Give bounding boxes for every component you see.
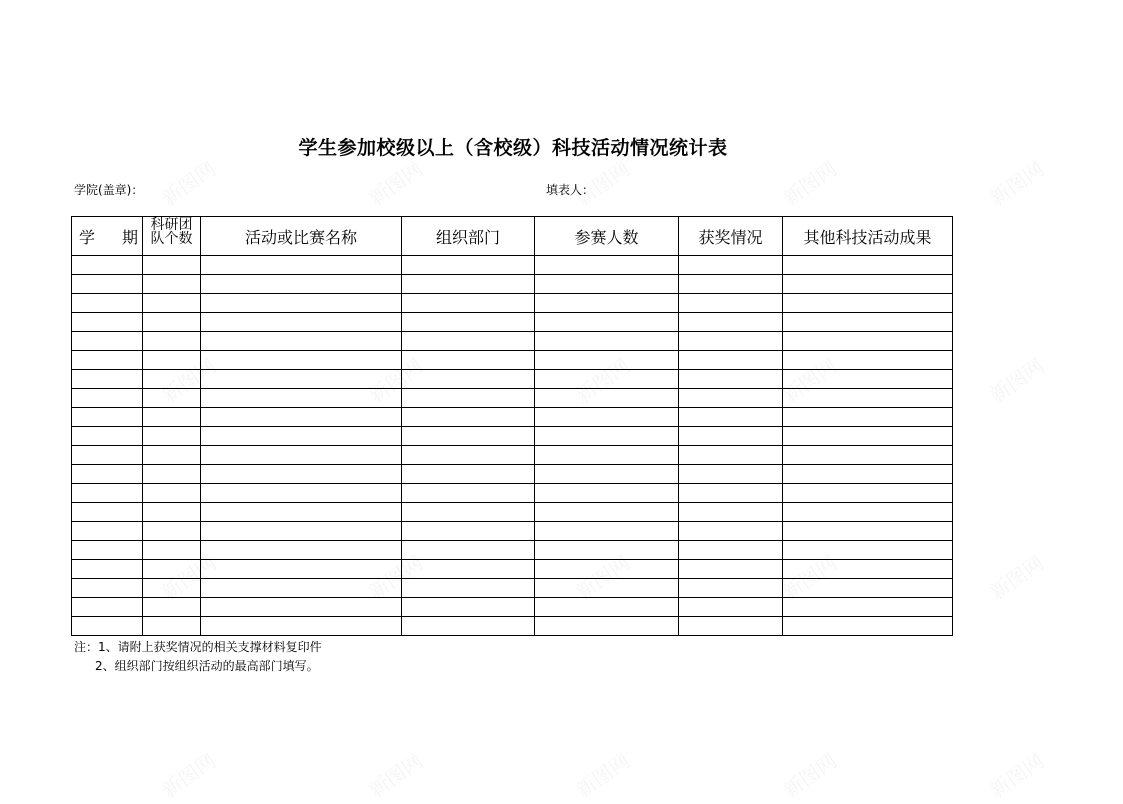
table-cell[interactable]	[201, 522, 402, 541]
table-cell[interactable]	[72, 275, 143, 294]
table-cell[interactable]	[143, 598, 201, 617]
watermark	[569, 745, 635, 803]
table-row	[72, 503, 953, 522]
table-cell[interactable]	[143, 389, 201, 408]
table-cell[interactable]	[679, 579, 783, 598]
table-cell[interactable]	[535, 579, 679, 598]
table-cell[interactable]	[783, 617, 953, 636]
table-cell[interactable]	[143, 256, 201, 275]
table-cell[interactable]	[201, 579, 402, 598]
table-cell[interactable]	[783, 275, 953, 294]
watermark	[983, 547, 1049, 605]
table-cell[interactable]	[143, 484, 201, 503]
table-cell[interactable]	[72, 408, 143, 427]
header-teams-line1: 科研团	[150, 217, 193, 233]
table-cell[interactable]	[201, 370, 402, 389]
table-row	[72, 313, 953, 332]
table-cell[interactable]	[402, 446, 535, 465]
table-cell[interactable]	[143, 522, 201, 541]
table-cell[interactable]	[72, 617, 143, 636]
note-line-1: 注：1、请附上获奖情况的相关支撑材料复印件	[74, 640, 322, 654]
table-cell[interactable]	[72, 465, 143, 484]
watermark	[983, 745, 1049, 803]
table-cell[interactable]	[535, 332, 679, 351]
table-cell[interactable]	[402, 617, 535, 636]
table-row	[72, 294, 953, 313]
statistics-table	[71, 216, 953, 636]
table-cell[interactable]	[201, 598, 402, 617]
table-cell[interactable]	[402, 370, 535, 389]
table-cell[interactable]	[679, 351, 783, 370]
table-cell[interactable]	[535, 503, 679, 522]
watermark	[983, 153, 1049, 211]
table-cell[interactable]	[535, 256, 679, 275]
table-cell[interactable]	[783, 465, 953, 484]
table-header-row	[72, 217, 953, 256]
table-cell[interactable]	[679, 617, 783, 636]
table-cell[interactable]	[72, 541, 143, 560]
table-cell[interactable]	[143, 503, 201, 522]
table-cell[interactable]	[201, 484, 402, 503]
header-activity-name: 活动或比赛名称	[201, 217, 402, 256]
header-teams-line2: 队个数	[150, 231, 193, 247]
table-cell[interactable]	[72, 351, 143, 370]
table-cell[interactable]	[402, 465, 535, 484]
table-cell[interactable]	[72, 332, 143, 351]
table-cell[interactable]	[402, 332, 535, 351]
table-cell[interactable]	[402, 351, 535, 370]
table-cell[interactable]	[783, 351, 953, 370]
table-cell[interactable]	[402, 579, 535, 598]
table-cell[interactable]	[535, 560, 679, 579]
table-cell[interactable]	[72, 522, 143, 541]
table-cell[interactable]	[679, 560, 783, 579]
header-term-part1: 学	[79, 227, 96, 247]
table-cell[interactable]	[143, 294, 201, 313]
table-cell[interactable]	[143, 351, 201, 370]
table-cell[interactable]	[201, 294, 402, 313]
table-row	[72, 541, 953, 560]
table-cell[interactable]	[402, 389, 535, 408]
table-cell[interactable]	[535, 370, 679, 389]
table-cell[interactable]	[201, 560, 402, 579]
page-title: 学生参加校级以上（含校级）科技活动情况统计表	[298, 137, 728, 159]
table-cell[interactable]	[783, 598, 953, 617]
table-cell[interactable]	[72, 598, 143, 617]
table-cell[interactable]	[679, 256, 783, 275]
table-cell[interactable]	[783, 503, 953, 522]
table-cell[interactable]	[143, 446, 201, 465]
table-cell[interactable]	[143, 617, 201, 636]
table-cell[interactable]	[72, 560, 143, 579]
table-cell[interactable]	[535, 294, 679, 313]
table-cell[interactable]	[402, 294, 535, 313]
table-cell[interactable]	[783, 389, 953, 408]
table-cell[interactable]	[535, 313, 679, 332]
table-row	[72, 427, 953, 446]
table-cell[interactable]	[402, 313, 535, 332]
table-cell[interactable]	[535, 408, 679, 427]
watermark	[155, 153, 221, 211]
table-cell[interactable]	[72, 579, 143, 598]
table-cell[interactable]	[72, 484, 143, 503]
header-participants: 参赛人数	[535, 217, 679, 256]
table-cell[interactable]	[783, 446, 953, 465]
watermark	[362, 153, 428, 211]
table-row	[72, 484, 953, 503]
table-cell[interactable]	[201, 541, 402, 560]
table-cell[interactable]	[201, 332, 402, 351]
table-row	[72, 408, 953, 427]
table-cell[interactable]	[679, 541, 783, 560]
table-row	[72, 275, 953, 294]
table-cell[interactable]	[201, 313, 402, 332]
table-cell[interactable]	[201, 408, 402, 427]
table-cell[interactable]	[201, 256, 402, 275]
table-cell[interactable]	[679, 332, 783, 351]
table-cell[interactable]	[783, 294, 953, 313]
table-cell[interactable]	[783, 313, 953, 332]
table-cell[interactable]	[679, 484, 783, 503]
table-cell[interactable]	[201, 389, 402, 408]
table-cell[interactable]	[783, 256, 953, 275]
table-cell[interactable]	[402, 484, 535, 503]
table-cell[interactable]	[72, 503, 143, 522]
table-cell[interactable]	[402, 541, 535, 560]
table-cell[interactable]	[201, 446, 402, 465]
table-cell[interactable]	[783, 484, 953, 503]
filler-label: 填表人：	[546, 183, 595, 197]
table-cell[interactable]	[143, 465, 201, 484]
table-cell[interactable]	[402, 408, 535, 427]
table-cell[interactable]	[679, 522, 783, 541]
table-cell[interactable]	[143, 313, 201, 332]
table-row	[72, 598, 953, 617]
table-row	[72, 560, 953, 579]
watermark	[983, 350, 1049, 408]
table-cell[interactable]	[783, 427, 953, 446]
watermark	[362, 745, 428, 803]
table-cell[interactable]	[201, 617, 402, 636]
table-row	[72, 446, 953, 465]
table-row	[72, 579, 953, 598]
table-cell[interactable]	[201, 427, 402, 446]
table-cell[interactable]	[679, 313, 783, 332]
table-cell[interactable]	[679, 408, 783, 427]
table-row	[72, 389, 953, 408]
table-cell[interactable]	[535, 389, 679, 408]
table-cell[interactable]	[535, 427, 679, 446]
table-cell[interactable]	[783, 579, 953, 598]
table-cell[interactable]	[72, 389, 143, 408]
table-cell[interactable]	[535, 522, 679, 541]
header-research-teams	[143, 217, 201, 256]
table-cell[interactable]	[679, 389, 783, 408]
table-row	[72, 617, 953, 636]
header-term	[72, 217, 143, 256]
table-cell[interactable]	[679, 427, 783, 446]
table-row	[72, 332, 953, 351]
table-row	[72, 351, 953, 370]
table-cell[interactable]	[143, 332, 201, 351]
table-cell[interactable]	[783, 370, 953, 389]
table-cell[interactable]	[679, 465, 783, 484]
table-cell[interactable]	[143, 408, 201, 427]
watermark	[776, 745, 842, 803]
table-cell[interactable]	[679, 294, 783, 313]
table-cell[interactable]	[535, 541, 679, 560]
note-line-2: 2、组织部门按组织活动的最高部门填写。	[95, 659, 319, 673]
table-cell[interactable]	[535, 275, 679, 294]
header-other-achievements: 其他科技活动成果	[783, 217, 953, 256]
table-cell[interactable]	[535, 351, 679, 370]
watermark	[776, 153, 842, 211]
table-cell[interactable]	[535, 598, 679, 617]
table-cell[interactable]	[201, 275, 402, 294]
table-cell[interactable]	[783, 541, 953, 560]
table-cell[interactable]	[679, 370, 783, 389]
table-cell[interactable]	[72, 294, 143, 313]
table-cell[interactable]	[783, 560, 953, 579]
table-cell[interactable]	[72, 446, 143, 465]
table-cell[interactable]	[201, 351, 402, 370]
table-cell[interactable]	[535, 465, 679, 484]
table-cell[interactable]	[402, 427, 535, 446]
header-organizer: 组织部门	[402, 217, 535, 256]
table-cell[interactable]	[143, 427, 201, 446]
header-term-part2: 期	[122, 227, 139, 247]
table-cell[interactable]	[143, 579, 201, 598]
table-row	[72, 256, 953, 275]
table-cell[interactable]	[72, 427, 143, 446]
table-cell[interactable]	[535, 617, 679, 636]
table-cell[interactable]	[679, 503, 783, 522]
table-cell[interactable]	[783, 332, 953, 351]
table-row	[72, 522, 953, 541]
table-cell[interactable]	[143, 541, 201, 560]
table-cell[interactable]	[679, 446, 783, 465]
table-cell[interactable]	[535, 484, 679, 503]
table-cell[interactable]	[535, 446, 679, 465]
table-cell[interactable]	[143, 275, 201, 294]
table-cell[interactable]	[143, 370, 201, 389]
table-cell[interactable]	[201, 503, 402, 522]
table-cell[interactable]	[72, 256, 143, 275]
table-cell[interactable]	[72, 313, 143, 332]
table-cell[interactable]	[679, 598, 783, 617]
table-cell[interactable]	[402, 560, 535, 579]
table-cell[interactable]	[783, 408, 953, 427]
table-cell[interactable]	[402, 598, 535, 617]
table-cell[interactable]	[402, 256, 535, 275]
notes	[74, 638, 322, 676]
header-awards: 获奖情况	[679, 217, 783, 256]
table-cell[interactable]	[402, 275, 535, 294]
table-cell[interactable]	[402, 522, 535, 541]
table-cell[interactable]	[402, 503, 535, 522]
table-cell[interactable]	[201, 465, 402, 484]
table-cell[interactable]	[72, 370, 143, 389]
watermark	[155, 745, 221, 803]
table-cell[interactable]	[783, 522, 953, 541]
table-body	[72, 256, 953, 636]
college-seal-label: 学院(盖章)：	[74, 183, 144, 197]
table-row	[72, 465, 953, 484]
table-cell[interactable]	[679, 275, 783, 294]
table-cell[interactable]	[143, 560, 201, 579]
table-row	[72, 370, 953, 389]
